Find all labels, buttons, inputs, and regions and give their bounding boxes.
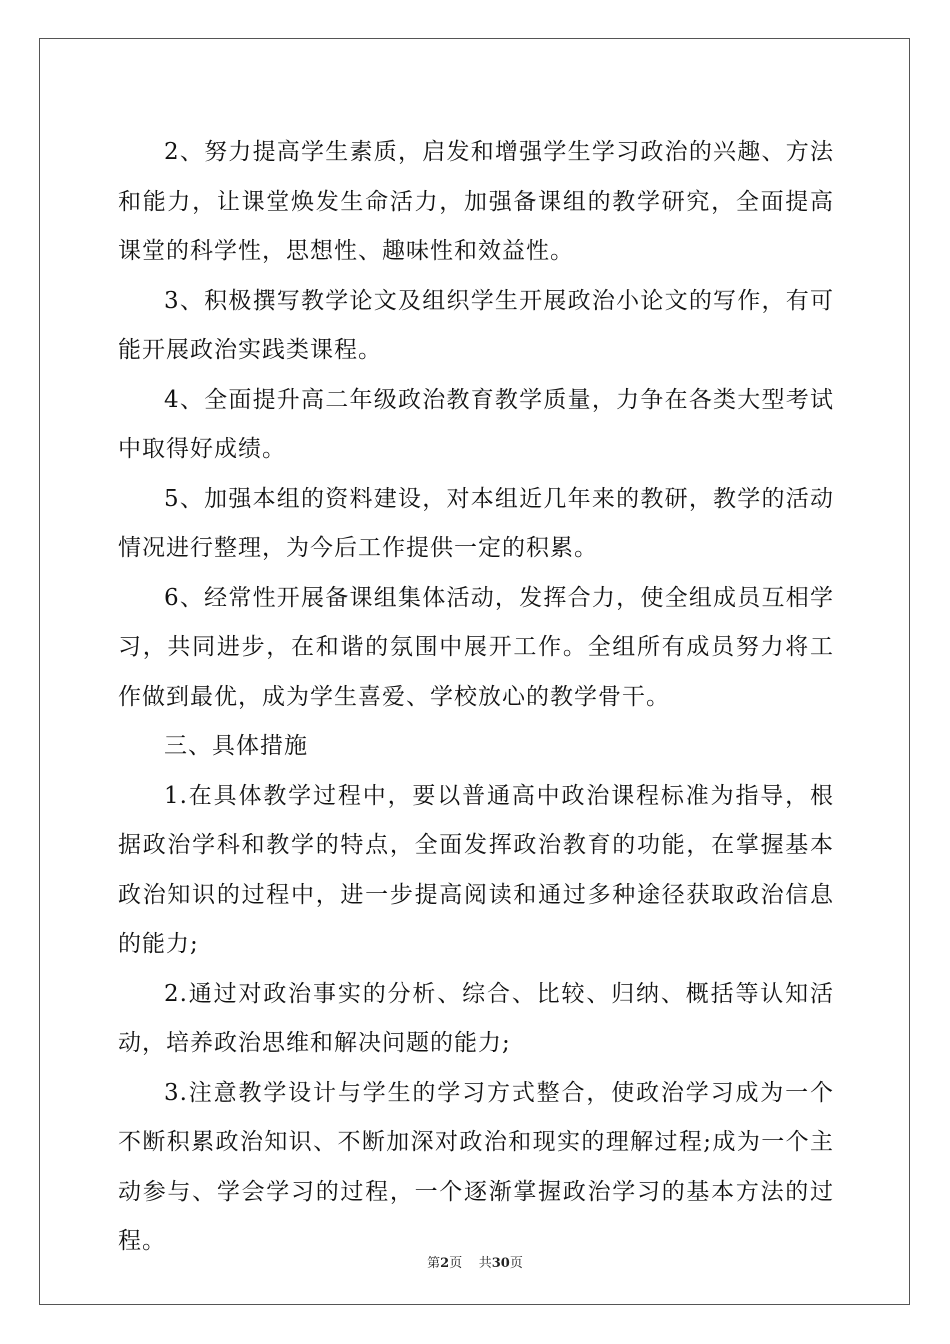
footer-page-current: 2 [440, 1256, 450, 1271]
document-body [118, 128, 834, 1267]
footer-page-total: 30 [491, 1256, 510, 1271]
paragraph-measure-3: 3.注意教学设计与学生的学习方式整合，使政治学习成为一个不断积累政治知识、不断加深对政治和现实的理解过程;成为一个主动参与、学会学习的过程，一个逐渐掌握政治学习的基本方法的过程。 [118, 1079, 834, 1254]
footer-page-prefix: 第 [427, 1256, 441, 1271]
paragraph-goal-4: 4、全面提升高二年级政治教育教学质量，力争在各类大型考试中取得好成绩。 [118, 386, 834, 462]
footer-total-suffix: 页 [509, 1256, 523, 1271]
paragraph-goal-6: 6、经常性开展备课组集体活动，发挥合力，使全组成员互相学习，共同进步，在和谐的氛围中展开工作。全组所有成员努力将工作做到最优，成为学生喜爱、学校放心的教学骨干。 [118, 584, 834, 710]
paragraph-goal-2: 2、努力提高学生素质，启发和增强学生学习政治的兴趣、方法和能力，让课堂焕发生命活力，加强备课组的教学研究，全面提高课堂的科学性，思想性、趣味性和效益性。 [118, 139, 834, 264]
section-heading-measures: 三、具体措施 [164, 733, 308, 759]
paragraph-measure-2: 2.通过对政治事实的分析、综合、比较、归纳、概括等认知活动，培养政治思维和解决问题的能力; [118, 980, 834, 1056]
footer-total-prefix: 共 [478, 1256, 492, 1271]
footer-page-suffix: 页 [449, 1256, 463, 1271]
paragraph-measure-1: 1.在具体教学过程中，要以普通高中政治课程标准为指导，根据政治学科和教学的特点，全面发挥政治教育的功能，在掌握基本政治知识的过程中，进一步提高阅读和通过多种途径获取政治信息的能力; [118, 782, 834, 957]
paragraph-goal-3: 3、积极撰写教学论文及组织学生开展政治小论文的写作，有可能开展政治实践类课程。 [118, 287, 834, 363]
paragraph-goal-5: 5、加强本组的资料建设，对本组近几年来的教研，教学的活动情况进行整理，为今后工作提供一定的积累。 [118, 485, 834, 561]
page-footer [0, 1252, 950, 1271]
